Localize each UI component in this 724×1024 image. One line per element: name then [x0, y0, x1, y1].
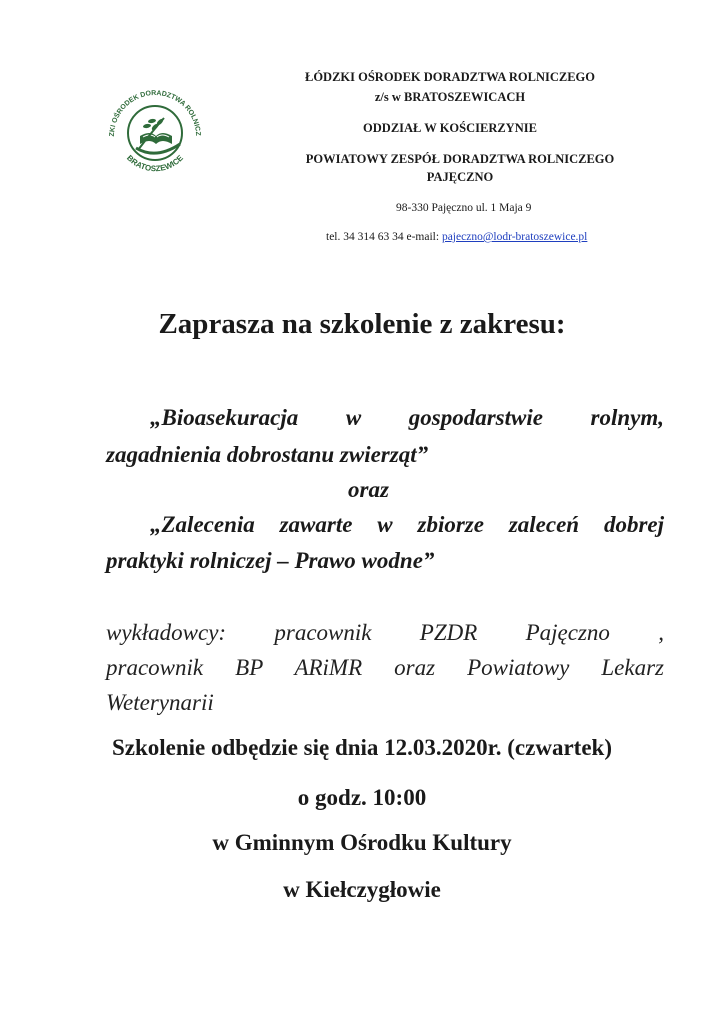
lodr-logo: [100, 78, 210, 188]
svg-text:BRATOSZEWICE: BRATOSZEWICE: [125, 153, 185, 174]
branch-name: ODDZIAŁ W KOŚCIERZYNIE: [363, 121, 537, 135]
topic2-line2: praktyki rolniczej – Prawo wodne”: [106, 548, 435, 573]
event-date: Szkolenie odbędzie się dnia 12.03.2020r. (czwartek): [111, 735, 612, 760]
topic1-line1: „Bioasekuracja w gospodarstwie rolnym,: [150, 405, 664, 430]
contact-prefix: tel. 34 314 63 34 e-mail:: [326, 231, 442, 243]
lecturers-line1: wykładowcy: pracownik PZDR Pajęczno ,: [106, 620, 664, 645]
team-town: PAJĘCZNO: [426, 170, 494, 184]
lecturers-line3: Weterynarii: [106, 690, 214, 715]
event-town: w Kiełczygłowie: [283, 877, 441, 902]
org-seat: z/s w BRATOSZEWICACH: [374, 90, 526, 104]
lecturers-line2: pracownik BP ARiMR oraz Powiatowy Lekarz: [106, 655, 664, 680]
address: 98-330 Pajęczno ul. 1 Maja 9: [396, 202, 532, 214]
event-time: o godz. 10:00: [297, 785, 427, 810]
svg-text:ŁÓDZKI OŚRODEK DORADZTWA ROLNI: ZKI OŚRODEK DORADZTWA ROLNICZ: [108, 89, 202, 137]
team-name: POWIATOWY ZESPÓŁ DORADZTWA ROLNICZEGO: [305, 152, 615, 166]
topics-connector: oraz: [348, 477, 389, 502]
email-link[interactable]: pajeczno@lodr-bratoszewice.pl: [441, 231, 588, 243]
org-name: ŁÓDZKI OŚRODEK DORADZTWA ROLNICZEGO: [305, 70, 595, 84]
topic1-line2: zagadnienia dobrostanu zwierząt”: [106, 442, 429, 467]
invite-heading: Zaprasza na szkolenie z zakresu:: [158, 308, 566, 340]
lodr-logo-emblem: [100, 78, 210, 188]
event-place: w Gminnym Ośrodku Kultury: [212, 830, 512, 855]
contact-line: [326, 231, 587, 243]
topic2-line1: „Zalecenia zawarte w zbiorze zaleceń dobrej: [150, 512, 664, 537]
